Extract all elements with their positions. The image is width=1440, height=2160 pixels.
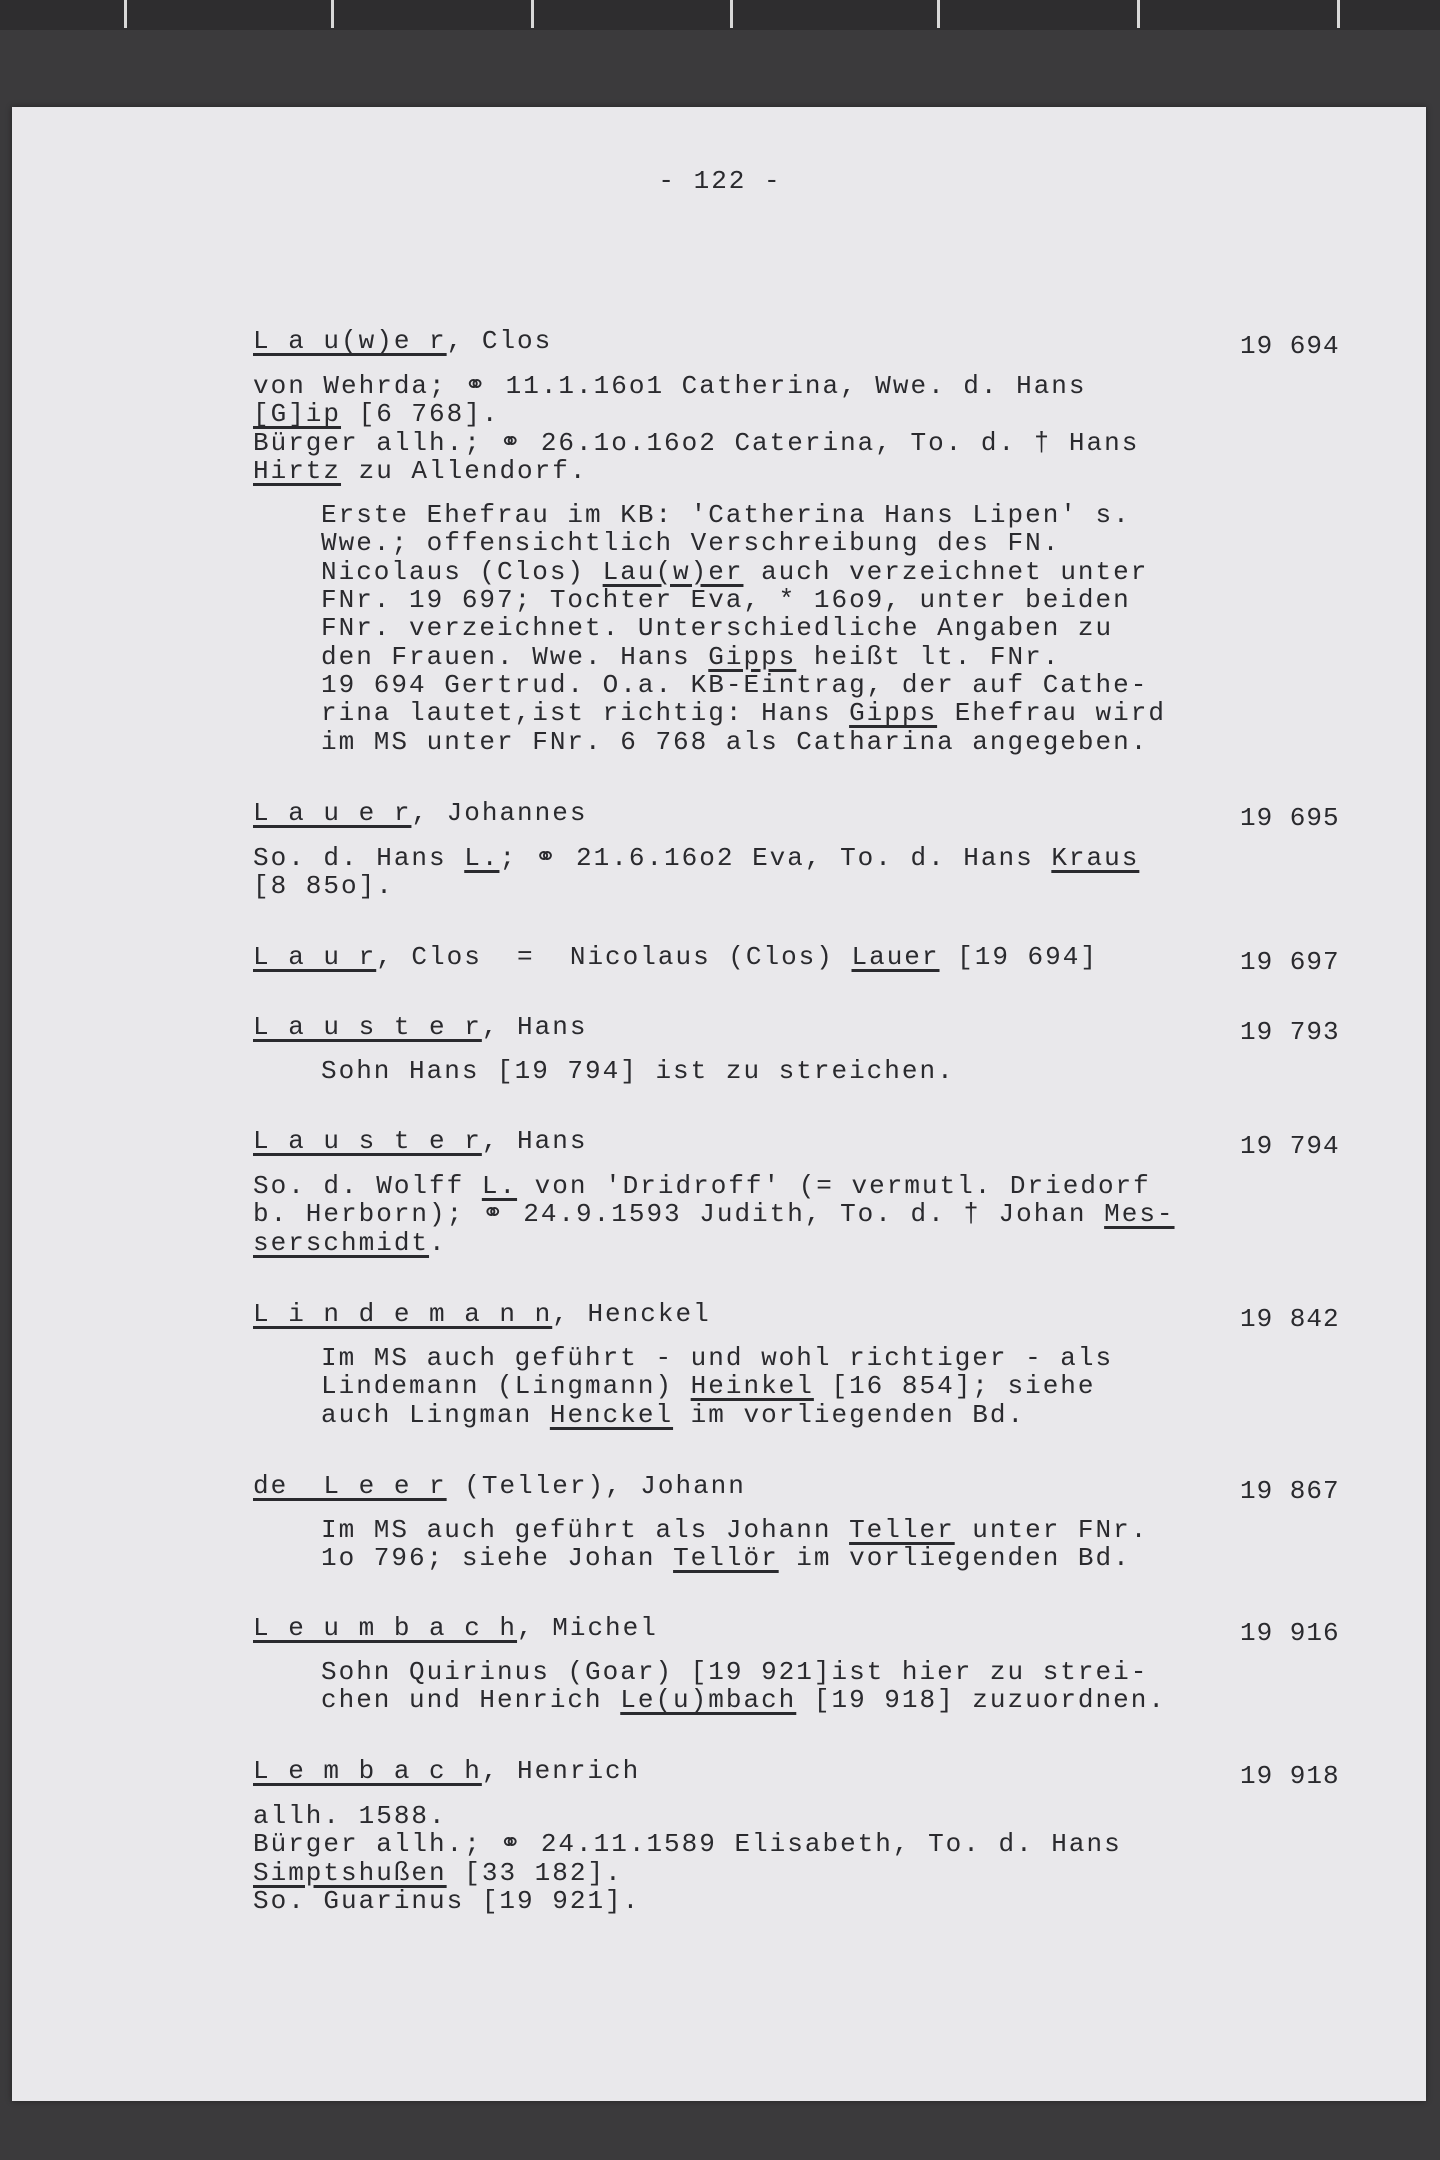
text-segment: im vorliegenden Bd. [673, 1399, 1026, 1430]
text-segment: , Hans [481, 1126, 588, 1156]
scanner-ruler-strip [0, 0, 1440, 30]
underlined-name: L e m b a c h [253, 1756, 482, 1786]
family-number: 19 867 [1240, 1476, 1340, 1506]
underlined-name: Tellör [673, 1543, 779, 1574]
text-segment: Erste Ehefrau im KB: 'Catherina Hans Lipen' s. [321, 500, 1131, 531]
family-number: 19 916 [1240, 1618, 1340, 1648]
register-entry [253, 942, 1353, 977]
text-line [321, 1401, 1353, 1429]
text-line [321, 699, 1353, 727]
text-segment: [6 768]. [341, 399, 500, 430]
register-entry [253, 327, 1353, 756]
text-segment: Sohn Quirinus (Goar) [19 921]ist hier zu strei- [321, 1657, 1149, 1687]
text-line [321, 1372, 1353, 1400]
underlined-name: L. [464, 843, 500, 873]
entry-body [253, 372, 1353, 485]
text-segment: Nicolaus (Clos) [321, 556, 603, 587]
text-line [253, 1859, 1353, 1887]
text-segment: b. Herborn); ⚭ 24.9.1593 Judith, To. d. † Johan [253, 1199, 1105, 1230]
text-segment: , Johannes [411, 798, 588, 828]
entry-note [253, 501, 1353, 756]
text-segment: ; ⚭ 21.6.16o2 Eva, To. d. Hans [499, 843, 1052, 873]
underlined-name: Simptshußen [253, 1857, 447, 1888]
underlined-name: L a u e r [253, 798, 412, 828]
family-number: 19 794 [1240, 1131, 1340, 1161]
register-entry [253, 1013, 1353, 1085]
text-segment: Lindemann (Lingmann) [321, 1371, 691, 1402]
text-segment: So. d. Wolff [253, 1171, 482, 1201]
text-line [253, 1229, 1353, 1257]
ruler-tick [124, 0, 127, 28]
underlined-name: L i n d e m a n n [253, 1299, 553, 1329]
text-segment: [16 854]; siehe [813, 1371, 1096, 1402]
underlined-name: L. [481, 1171, 518, 1201]
register-entry [253, 1757, 1353, 1915]
text-line [321, 1516, 1353, 1544]
entry-heading [253, 1757, 1353, 1785]
text-segment: , Hans [481, 1012, 588, 1042]
underlined-name: L a u r [253, 942, 377, 972]
underlined-name: L a u s t e r [253, 1126, 482, 1156]
text-segment: Sohn Hans [19 794] ist zu streichen. [321, 1056, 955, 1086]
text-line [321, 1686, 1353, 1714]
text-segment: chen und Henrich [321, 1685, 621, 1716]
underlined-name: [G]ip [253, 399, 342, 430]
family-number: 19 842 [1240, 1304, 1340, 1334]
entry-heading [253, 1013, 1353, 1041]
entry-heading [253, 943, 1353, 971]
register-entry [253, 1127, 1353, 1257]
text-line [321, 1658, 1353, 1686]
family-number: 19 694 [1240, 331, 1340, 361]
text-segment: den Frauen. Wwe. Hans [321, 641, 709, 672]
family-number: 19 695 [1240, 803, 1340, 833]
entry-heading [253, 1300, 1353, 1328]
ruler-tick [1137, 0, 1140, 28]
text-segment: im vorliegenden Bd. [778, 1543, 1131, 1574]
text-line [321, 558, 1353, 586]
text-line [321, 614, 1353, 642]
family-number: 19 918 [1240, 1761, 1340, 1791]
entry-heading [253, 1472, 1353, 1500]
text-line [253, 372, 1353, 400]
underlined-name: Lauer [851, 942, 940, 972]
text-segment: allh. 1588. [253, 1801, 447, 1831]
entry-body [253, 1172, 1353, 1257]
text-line [321, 586, 1353, 614]
text-line [321, 1057, 1353, 1085]
family-number: 19 697 [1240, 947, 1340, 977]
text-segment: [19 694] [939, 942, 1098, 972]
text-line [253, 844, 1353, 872]
text-segment: von Wehrda; ⚭ 11.1.16o1 Catherina, Wwe. d. Hans [253, 371, 1087, 401]
register-entry [253, 1472, 1353, 1573]
text-segment: . [429, 1227, 447, 1258]
text-segment: [19 918] zuzuordnen. [796, 1685, 1166, 1716]
entry-note [253, 1057, 1353, 1085]
entry-body [253, 1802, 1353, 1915]
text-line [321, 501, 1353, 529]
text-segment: (Teller), Johann [446, 1471, 746, 1501]
text-segment: 1o 796; siehe Johan [321, 1543, 674, 1574]
ruler-tick [1337, 0, 1340, 28]
entry-note [253, 1658, 1353, 1715]
page-number: - 122 - [658, 166, 782, 196]
text-segment: heißt lt. FNr. [796, 641, 1061, 672]
underlined-name: L e u m b a c h [253, 1613, 518, 1643]
entry-heading [253, 327, 1353, 355]
entry-body [253, 844, 1353, 901]
underlined-name: Henckel [549, 1399, 674, 1430]
entry-heading [253, 799, 1353, 827]
underlined-name: Teller [849, 1515, 955, 1545]
text-line [253, 1200, 1353, 1228]
text-segment: Ehefrau wird [937, 698, 1166, 729]
entry-heading [253, 1127, 1353, 1155]
text-line [253, 457, 1353, 485]
underlined-name: Le(u)mbach [620, 1685, 797, 1716]
text-segment: rina lautet,ist richtig: Hans [321, 698, 850, 729]
text-segment: zu Allendorf. [341, 455, 588, 486]
text-segment: im MS unter FNr. 6 768 als Catharina angegeben. [321, 726, 1149, 757]
text-line [321, 1544, 1353, 1572]
underlined-name: de L e e r [253, 1471, 447, 1501]
text-segment: , Henckel [552, 1299, 711, 1329]
underlined-name: Kraus [1051, 843, 1140, 873]
entry-note [253, 1516, 1353, 1573]
ruler-tick [531, 0, 534, 28]
text-segment: [8 85o]. [253, 871, 394, 902]
underlined-name: L a u(w)e r [253, 326, 447, 356]
text-segment: Im MS auch geführt - und wohl richtiger - als [321, 1343, 1114, 1373]
text-line [253, 429, 1353, 457]
text-line [321, 728, 1353, 756]
text-segment: von 'Dridroff' (= vermutl. Driedorf [517, 1171, 1151, 1201]
text-line [321, 1344, 1353, 1372]
ruler-tick [937, 0, 940, 28]
underlined-name: L a u s t e r [253, 1012, 482, 1042]
text-line [253, 1830, 1353, 1858]
ruler-tick [730, 0, 733, 28]
text-line [253, 1172, 1353, 1200]
text-segment: auch Lingman [321, 1399, 550, 1430]
underlined-name: Heinkel [690, 1371, 814, 1402]
text-segment: , Henrich [481, 1756, 641, 1786]
register-entry [253, 1300, 1353, 1429]
text-line [253, 1802, 1353, 1830]
text-segment: auch verzeichnet unter [743, 556, 1149, 587]
underlined-name: Mes- [1104, 1199, 1175, 1230]
underlined-name: Gipps [708, 641, 797, 672]
text-line [321, 643, 1353, 671]
entry-note [253, 1344, 1353, 1429]
text-line [253, 400, 1353, 428]
text-segment: So. Guarinus [19 921]. [253, 1885, 641, 1916]
text-segment: Im MS auch geführt als Johann [321, 1515, 850, 1545]
ruler-tick [331, 0, 334, 28]
text-segment: Bürger allh.; ⚭ 26.1o.16o2 Caterina, To. d. † Hans [253, 427, 1140, 458]
text-line [321, 671, 1353, 699]
text-segment: 19 694 Gertrud. O.a. KB-Eintrag, der auf Cathe- [321, 669, 1149, 700]
text-line [253, 872, 1353, 900]
text-segment: unter FNr. [954, 1515, 1149, 1545]
underlined-name: Lau(w)er [602, 556, 744, 587]
text-line [253, 1887, 1353, 1915]
text-segment: FNr. verzeichnet. Unterschiedliche Angaben zu [321, 613, 1114, 644]
text-segment: [33 182]. [446, 1857, 623, 1888]
text-segment: Bürger allh.; ⚭ 24.11.1589 Elisabeth, To. d. Hans [253, 1829, 1122, 1860]
text-segment: So. d. Hans [253, 843, 465, 873]
text-segment: Wwe.; offensichtlich Verschreibung des FN. [321, 528, 1061, 559]
text-line [321, 529, 1353, 557]
register-entry [253, 1614, 1353, 1715]
entry-heading [253, 1614, 1353, 1642]
text-segment: FNr. 19 697; Tochter Eva, * 16o9, unter beiden [321, 585, 1131, 616]
register-entry [253, 799, 1353, 901]
text-segment: , Clos [446, 326, 553, 356]
text-segment: , Michel [517, 1613, 658, 1643]
family-number: 19 793 [1240, 1017, 1340, 1047]
underlined-name: Gipps [849, 698, 938, 729]
underlined-name: Hirtz [253, 455, 342, 486]
underlined-name: serschmidt [253, 1227, 430, 1258]
text-segment: , Clos = Nicolaus (Clos) [376, 942, 852, 972]
